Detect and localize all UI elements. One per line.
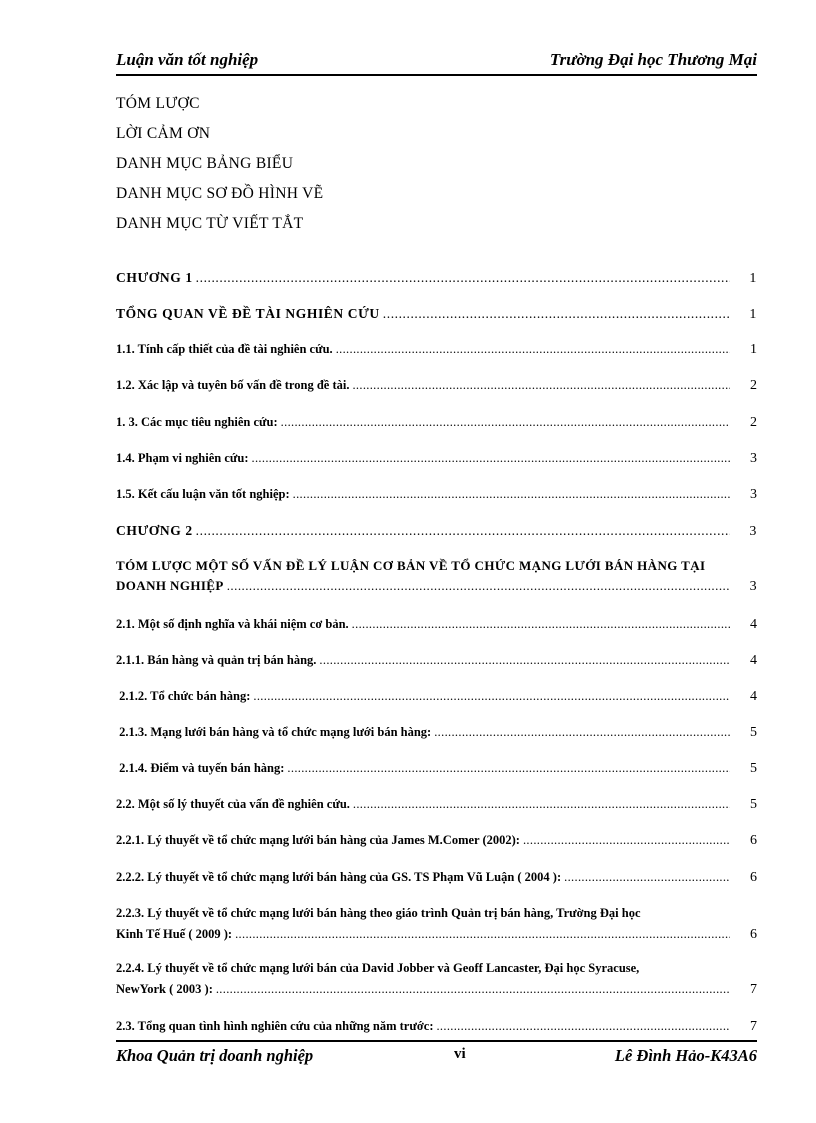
toc-entry: [116, 689, 757, 705]
toc-leader: [227, 578, 730, 594]
page-footer: [116, 1040, 757, 1068]
toc-entry: [116, 415, 757, 431]
toc-entry: [116, 342, 757, 358]
toc-leader: [564, 870, 730, 885]
toc-entry: [116, 270, 757, 287]
toc-page: 3: [750, 451, 757, 466]
toc-leader: [196, 270, 730, 286]
toc-title-line1: 2.2.3. Lý thuyết về tổ chức mạng lưới bán hàng theo giáo trình Quản trị bán hàng, Trường Đại học: [116, 906, 641, 920]
toc-title: 2.1.1. Bán hàng và quản trị bán hàng.: [116, 653, 317, 667]
toc-entry: [116, 1019, 757, 1035]
toc-title-line1: TÓM LƯỢC MỘT SỐ VẤN ĐỀ LÝ LUẬN CƠ BẢN VỀ TỔ CHỨC MẠNG LƯỚI BÁN HÀNG TẠI: [116, 558, 706, 573]
toc-title: 2.1. Một số định nghĩa và khái niệm cơ bản.: [116, 617, 349, 631]
toc-entry: [116, 725, 757, 741]
toc-page: 4: [750, 653, 757, 668]
toc-page: 1: [749, 307, 757, 322]
toc-leader: [383, 306, 730, 322]
toc-entry: [116, 617, 757, 633]
toc-page: 7: [750, 1019, 757, 1034]
toc-entry: [116, 833, 757, 849]
toc-page: 5: [750, 797, 757, 812]
toc-entry: [116, 306, 757, 323]
toc-leader: [352, 617, 730, 632]
page-header: [116, 48, 757, 76]
toc-title: Kinh Tế Huế ( 2009 ):: [116, 927, 233, 941]
toc-entry: [116, 558, 757, 595]
toc-page: 4: [750, 617, 757, 632]
toc-title: 2.1.4. Điểm và tuyến bán hàng:: [116, 761, 285, 775]
toc-title: NewYork ( 2003 ):: [116, 982, 213, 996]
toc-leader: [352, 378, 730, 393]
toc-leader: [196, 523, 730, 539]
toc-title: 1.2. Xác lập và tuyên bố vấn đề trong đề tài.: [116, 378, 350, 392]
toc-title: DOANH NGHIỆP: [116, 578, 224, 593]
header-university: Trường Đại học Thương Mại: [549, 50, 757, 69]
toc-title: 2.2.2. Lý thuyết về tổ chức mạng lưới bán hàng của GS. TS Phạm Vũ Luận ( 2004 ):: [116, 870, 562, 884]
toc-page: 6: [750, 927, 757, 942]
toc-entry: [116, 653, 757, 669]
toc-page: 2: [750, 378, 757, 393]
toc-leader: [216, 982, 730, 997]
toc-page: 3: [749, 524, 757, 539]
toc-leader: [336, 342, 730, 357]
footer-page-number: vi: [454, 1046, 466, 1062]
front-matter-item: TÓM LƯỢC: [116, 95, 200, 112]
toc-entry: [116, 487, 757, 503]
toc-title-line1: 2.2.4. Lý thuyết về tổ chức mạng lưới bán của David Jobber và Geoff Lancaster, Đại học Syracuse,: [116, 961, 640, 975]
toc-entry: [116, 761, 757, 777]
toc-entry: [116, 523, 757, 540]
toc-page: 2: [750, 415, 757, 430]
front-matter-list: [116, 89, 323, 239]
toc-entry: [116, 961, 757, 998]
toc-leader: [434, 725, 730, 740]
toc-leader: [293, 487, 730, 502]
toc-entry: [116, 378, 757, 394]
toc-entry: [116, 797, 757, 813]
toc-page: 4: [750, 689, 757, 704]
toc-page: 1: [750, 342, 757, 357]
toc-page: 3: [749, 579, 757, 594]
toc-leader: [319, 653, 730, 668]
front-matter-item: DANH MỤC SƠ ĐỒ HÌNH VẼ: [116, 185, 324, 202]
header-thesis-label: Luận văn tốt nghiệp: [116, 50, 259, 69]
toc-entry: [116, 906, 757, 943]
toc-entry: [116, 451, 757, 467]
toc-page: 6: [750, 833, 757, 848]
toc-title: CHƯƠNG 1: [116, 270, 193, 285]
front-matter-item: DANH MỤC TỪ VIẾT TẮT: [116, 215, 304, 232]
footer-faculty: Khoa Quản trị doanh nghiệp: [116, 1046, 314, 1065]
toc-title: 1.4. Phạm vi nghiên cứu:: [116, 451, 249, 465]
toc-leader: [281, 415, 730, 430]
front-matter-item: LỜI CẢM ƠN: [116, 125, 211, 142]
toc-title: 2.1.2. Tổ chức bán hàng:: [116, 689, 251, 703]
front-matter-item: DANH MỤC BẢNG BIỂU: [116, 155, 294, 172]
toc-leader: [235, 927, 730, 942]
toc-page: 5: [750, 761, 757, 776]
toc-leader: [253, 689, 730, 704]
toc-leader: [287, 761, 730, 776]
toc-title: 2.1.3. Mạng lưới bán hàng và tổ chức mạng lưới bán hàng:: [116, 725, 432, 739]
toc-entry: [116, 870, 757, 886]
toc-title: 2.2.1. Lý thuyết về tổ chức mạng lưới bán hàng của James M.Comer (2002):: [116, 833, 520, 847]
toc-page: 6: [750, 870, 757, 885]
toc-title: CHƯƠNG 2: [116, 523, 193, 538]
toc-page: 1: [749, 271, 757, 286]
toc-leader: [353, 797, 730, 812]
toc-title: 1.1. Tính cấp thiết của đề tài nghiên cứu.: [116, 342, 333, 356]
toc-page: 5: [750, 725, 757, 740]
toc-page: 7: [750, 982, 757, 997]
footer-author: Lê Đình Hảo-K43A6: [614, 1046, 757, 1065]
toc-title: 1. 3. Các mục tiêu nghiên cứu:: [116, 415, 278, 429]
toc-title: 2.3. Tổng quan tình hình nghiên cứu của những năm trước:: [116, 1019, 434, 1033]
toc-title: 2.2. Một số lý thuyết của vấn đề nghiên cứu.: [116, 797, 350, 811]
toc-leader: [523, 833, 730, 848]
toc-title: TỔNG QUAN VỀ ĐỀ TÀI NGHIÊN CỨU: [116, 306, 380, 321]
toc-leader: [252, 451, 730, 466]
toc-page: 3: [750, 487, 757, 502]
toc-leader: [436, 1019, 730, 1034]
toc-title: 1.5. Kết cấu luận văn tốt nghiệp:: [116, 487, 290, 501]
